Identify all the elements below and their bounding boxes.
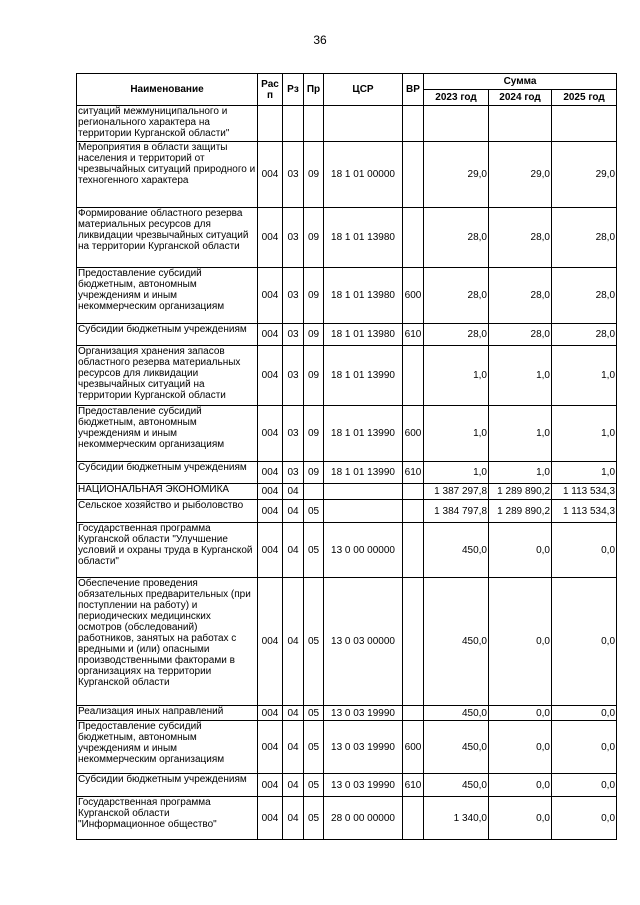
row-sum-2024: 28,0 — [489, 324, 552, 346]
row-sum-2023: 29,0 — [424, 142, 489, 208]
row-rz: 04 — [283, 523, 304, 578]
row-name: Обеспечение проведения обязательных предварительных (при поступлении на работу) и периодических медицинских осмотров (обследований) работников, занятых на работах с вредными и (или) опасными производственными факторами в организациях на территории Курганской области — [77, 578, 258, 706]
row-name: Предоставление субсидий бюджетным, автономным учреждениям и иным некоммерческим организациям — [77, 268, 258, 324]
row-sum-2023: 28,0 — [424, 324, 489, 346]
row-rz: 03 — [283, 208, 304, 268]
row-csr: 18 1 01 13980 — [324, 324, 403, 346]
table-row — [77, 523, 617, 578]
header-csr: ЦСР — [324, 74, 403, 106]
row-pr: 05 — [304, 706, 324, 721]
row-rasp: 004 — [258, 500, 283, 523]
row-rasp: 004 — [258, 797, 283, 840]
row-sum-2023: 450,0 — [424, 774, 489, 797]
table-row — [77, 500, 617, 523]
row-name: Предоставление субсидий бюджетным, автономным учреждениям и иным некоммерческим организациям — [77, 721, 258, 774]
row-rasp: 004 — [258, 774, 283, 797]
table-row — [77, 578, 617, 706]
row-rz: 03 — [283, 324, 304, 346]
row-sum-2023: 450,0 — [424, 706, 489, 721]
row-rz: 04 — [283, 706, 304, 721]
row-vr: 610 — [403, 324, 424, 346]
row-csr: 18 1 01 13990 — [324, 346, 403, 406]
row-vr — [403, 797, 424, 840]
row-sum-2024: 0,0 — [489, 721, 552, 774]
row-sum-2024: 28,0 — [489, 268, 552, 324]
row-sum-2025: 0,0 — [552, 578, 617, 706]
table-row — [77, 208, 617, 268]
row-sum-2023: 1 387 297,8 — [424, 484, 489, 500]
header-year-2023: 2023 год — [424, 90, 489, 106]
row-rasp: 004 — [258, 462, 283, 484]
row-rz: 04 — [283, 774, 304, 797]
table-row — [77, 721, 617, 774]
row-sum-2025 — [552, 106, 617, 142]
row-rz — [283, 106, 304, 142]
row-sum-2023: 450,0 — [424, 523, 489, 578]
row-sum-2023: 1 340,0 — [424, 797, 489, 840]
table-header — [77, 74, 617, 106]
row-vr — [403, 346, 424, 406]
row-rasp: 004 — [258, 578, 283, 706]
row-rz: 04 — [283, 578, 304, 706]
row-rasp: 004 — [258, 484, 283, 500]
row-sum-2023: 450,0 — [424, 721, 489, 774]
row-csr — [324, 106, 403, 142]
row-rasp: 004 — [258, 142, 283, 208]
row-sum-2024: 0,0 — [489, 523, 552, 578]
row-sum-2025: 0,0 — [552, 706, 617, 721]
table-row — [77, 142, 617, 208]
row-sum-2025: 0,0 — [552, 721, 617, 774]
row-pr — [304, 106, 324, 142]
row-sum-2025: 28,0 — [552, 268, 617, 324]
row-rz: 03 — [283, 346, 304, 406]
header-rasp: Рас п — [258, 74, 283, 106]
row-pr: 05 — [304, 578, 324, 706]
row-csr: 18 1 01 13990 — [324, 462, 403, 484]
row-vr — [403, 142, 424, 208]
header-name: Наименование — [77, 74, 258, 106]
row-sum-2025: 28,0 — [552, 208, 617, 268]
row-name: Предоставление субсидий бюджетным, автономным учреждениям и иным некоммерческим организациям — [77, 406, 258, 462]
row-name: Формирование областного резерва материальных ресурсов для ликвидации чрезвычайных ситуаций на территории Курганской области — [77, 208, 258, 268]
row-rz: 04 — [283, 797, 304, 840]
row-sum-2023: 28,0 — [424, 208, 489, 268]
table-row — [77, 462, 617, 484]
row-sum-2025: 29,0 — [552, 142, 617, 208]
row-rasp: 004 — [258, 268, 283, 324]
table-row — [77, 797, 617, 840]
row-sum-2023: 1,0 — [424, 406, 489, 462]
row-pr: 09 — [304, 142, 324, 208]
row-name: Мероприятия в области защиты населения и территорий от чрезвычайных ситуаций природного и техногенного характера — [77, 142, 258, 208]
row-name: Сельское хозяйство и рыболовство — [77, 500, 258, 523]
row-sum-2023: 1,0 — [424, 462, 489, 484]
row-sum-2024: 1,0 — [489, 406, 552, 462]
table-row — [77, 484, 617, 500]
row-csr: 13 0 03 19990 — [324, 721, 403, 774]
row-sum-2023 — [424, 106, 489, 142]
row-pr: 09 — [304, 208, 324, 268]
row-vr — [403, 500, 424, 523]
row-vr — [403, 208, 424, 268]
row-pr: 09 — [304, 324, 324, 346]
row-sum-2024: 28,0 — [489, 208, 552, 268]
header-year-2025: 2025 год — [552, 90, 617, 106]
table-body — [77, 106, 617, 840]
row-rasp: 004 — [258, 346, 283, 406]
row-sum-2025: 0,0 — [552, 797, 617, 840]
row-pr — [304, 484, 324, 500]
row-sum-2024: 0,0 — [489, 706, 552, 721]
table-row — [77, 324, 617, 346]
row-csr: 18 1 01 13980 — [324, 208, 403, 268]
row-sum-2025: 1,0 — [552, 406, 617, 462]
row-rasp: 004 — [258, 208, 283, 268]
row-sum-2024: 0,0 — [489, 774, 552, 797]
row-name: Субсидии бюджетным учреждениям — [77, 324, 258, 346]
budget-table — [76, 73, 617, 840]
row-vr: 600 — [403, 406, 424, 462]
row-csr: 18 1 01 00000 — [324, 142, 403, 208]
row-sum-2024: 1,0 — [489, 462, 552, 484]
row-sum-2025: 0,0 — [552, 774, 617, 797]
row-vr — [403, 484, 424, 500]
row-sum-2023: 1 384 797,8 — [424, 500, 489, 523]
row-csr: 13 0 03 00000 — [324, 578, 403, 706]
row-rz: 04 — [283, 721, 304, 774]
row-vr — [403, 706, 424, 721]
row-csr — [324, 500, 403, 523]
row-csr: 13 0 00 00000 — [324, 523, 403, 578]
row-csr: 18 1 01 13990 — [324, 406, 403, 462]
row-sum-2024: 0,0 — [489, 578, 552, 706]
row-rasp: 004 — [258, 721, 283, 774]
row-pr: 09 — [304, 346, 324, 406]
row-vr — [403, 578, 424, 706]
row-pr: 05 — [304, 721, 324, 774]
row-pr: 05 — [304, 500, 324, 523]
header-pr: Пр — [304, 74, 324, 106]
row-pr: 05 — [304, 523, 324, 578]
row-name: ситуаций межмуниципального и регионального характера на территории Курганской области" — [77, 106, 258, 142]
row-csr: 13 0 03 19990 — [324, 774, 403, 797]
row-name: Организация хранения запасов областного резерва материальных ресурсов для ликвидации чрезвычайных ситуаций на территории Курганской области — [77, 346, 258, 406]
row-rasp: 004 — [258, 523, 283, 578]
table-row — [77, 346, 617, 406]
row-sum-2025: 1 113 534,3 — [552, 484, 617, 500]
row-vr: 610 — [403, 774, 424, 797]
table-row — [77, 106, 617, 142]
table-row — [77, 268, 617, 324]
row-sum-2024 — [489, 106, 552, 142]
page-number: 36 — [313, 33, 327, 47]
row-sum-2025: 1,0 — [552, 346, 617, 406]
row-sum-2025: 1 113 534,3 — [552, 500, 617, 523]
row-name: Государственная программа Курганской области "Улучшение условий и охраны труда в Курганской области" — [77, 523, 258, 578]
table-row — [77, 406, 617, 462]
row-pr: 09 — [304, 406, 324, 462]
header-year-2024: 2024 год — [489, 90, 552, 106]
table-row — [77, 706, 617, 721]
row-name: НАЦИОНАЛЬНАЯ ЭКОНОМИКА — [77, 484, 258, 500]
row-rasp — [258, 106, 283, 142]
row-rasp: 004 — [258, 406, 283, 462]
header-sum: Сумма — [424, 74, 617, 90]
row-rz: 04 — [283, 500, 304, 523]
row-sum-2023: 450,0 — [424, 578, 489, 706]
row-name: Субсидии бюджетным учреждениям — [77, 462, 258, 484]
row-vr: 600 — [403, 721, 424, 774]
row-rasp: 004 — [258, 706, 283, 721]
row-pr: 05 — [304, 774, 324, 797]
row-sum-2024: 29,0 — [489, 142, 552, 208]
row-sum-2024: 1 289 890,2 — [489, 484, 552, 500]
header-vr: ВР — [403, 74, 424, 106]
row-pr: 05 — [304, 797, 324, 840]
row-vr — [403, 523, 424, 578]
row-sum-2024: 0,0 — [489, 797, 552, 840]
row-rasp: 004 — [258, 324, 283, 346]
row-csr: 18 1 01 13980 — [324, 268, 403, 324]
header-rz: Рз — [283, 74, 304, 106]
row-vr: 610 — [403, 462, 424, 484]
row-csr: 13 0 03 19990 — [324, 706, 403, 721]
row-vr: 600 — [403, 268, 424, 324]
row-rz: 04 — [283, 484, 304, 500]
row-rz: 03 — [283, 406, 304, 462]
row-vr — [403, 106, 424, 142]
row-name: Реализация иных направлений — [77, 706, 258, 721]
row-name: Субсидии бюджетным учреждениям — [77, 774, 258, 797]
row-sum-2023: 1,0 — [424, 346, 489, 406]
row-pr: 09 — [304, 462, 324, 484]
row-name: Государственная программа Курганской области "Информационное общество" — [77, 797, 258, 840]
row-sum-2024: 1,0 — [489, 346, 552, 406]
row-sum-2025: 1,0 — [552, 462, 617, 484]
table-row — [77, 774, 617, 797]
row-pr: 09 — [304, 268, 324, 324]
row-rz: 03 — [283, 268, 304, 324]
row-sum-2024: 1 289 890,2 — [489, 500, 552, 523]
row-sum-2023: 28,0 — [424, 268, 489, 324]
row-rz: 03 — [283, 142, 304, 208]
row-csr: 28 0 00 00000 — [324, 797, 403, 840]
row-csr — [324, 484, 403, 500]
row-sum-2025: 0,0 — [552, 523, 617, 578]
row-rz: 03 — [283, 462, 304, 484]
row-sum-2025: 28,0 — [552, 324, 617, 346]
